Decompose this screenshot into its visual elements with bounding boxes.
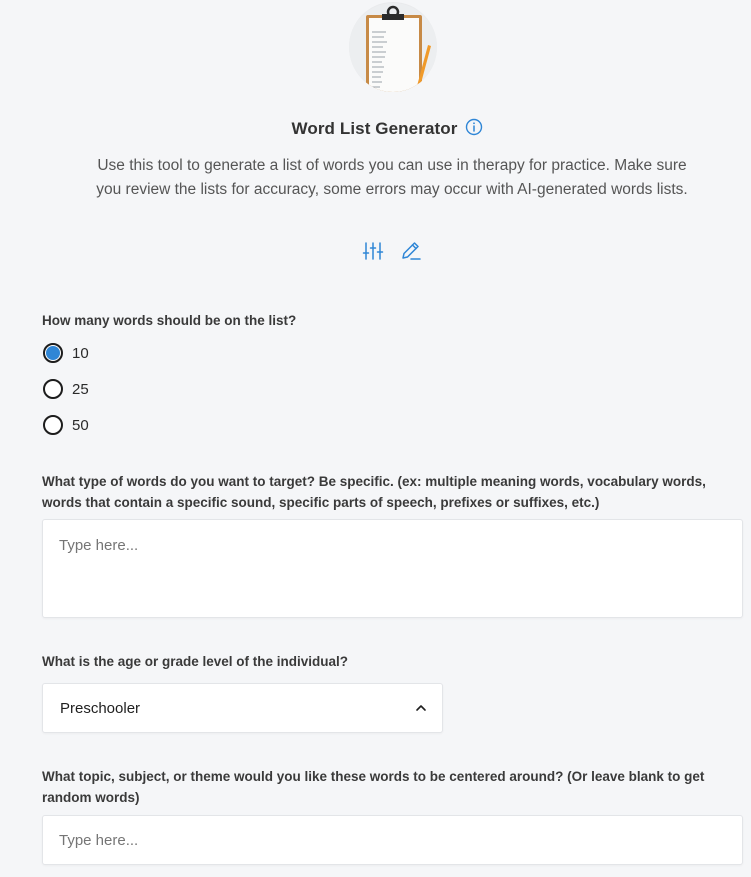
- age-level-question: What is the age or grade level of the individual?: [42, 654, 349, 669]
- title-row: [0, 119, 751, 139]
- word-count-option-50[interactable]: [43, 415, 89, 435]
- chevron-up-icon: [414, 701, 428, 715]
- radio-button[interactable]: [43, 415, 63, 435]
- tool-icons: [362, 240, 422, 262]
- age-level-select[interactable]: [42, 683, 443, 733]
- radio-button[interactable]: [43, 343, 63, 363]
- word-count-question: How many words should be on the list?: [42, 313, 297, 328]
- info-icon[interactable]: [465, 118, 483, 136]
- clipboard-list-icon: [349, 2, 437, 92]
- radio-label: 25: [72, 380, 89, 398]
- radio-label: 50: [72, 416, 89, 434]
- topic-question: What topic, subject, or theme would you like these words to be centered around? (Or leave blank to get random words): [42, 769, 705, 805]
- page-title: Word List Generator: [291, 119, 458, 138]
- word-type-question: What type of words do you want to target? Be specific. (ex: multiple meaning words, vocabulary words, words that contain a specific sound, specific parts of speech, prefixes or suffixes, etc.): [42, 474, 706, 510]
- radio-label: 10: [72, 344, 89, 362]
- word-count-option-25[interactable]: [43, 379, 89, 399]
- page-description: Use this tool to generate a list of words you can use in therapy for practice. Make sure you review the lists for accuracy, some errors may occur with AI-generated words lists.: [96, 157, 688, 198]
- word-count-option-10[interactable]: [43, 343, 89, 363]
- sliders-icon[interactable]: [362, 240, 384, 262]
- word-type-input[interactable]: [42, 519, 743, 618]
- pencil-icon[interactable]: [400, 240, 422, 262]
- radio-button[interactable]: [43, 379, 63, 399]
- age-level-value: Preschooler: [60, 699, 141, 717]
- topic-input[interactable]: [42, 815, 743, 865]
